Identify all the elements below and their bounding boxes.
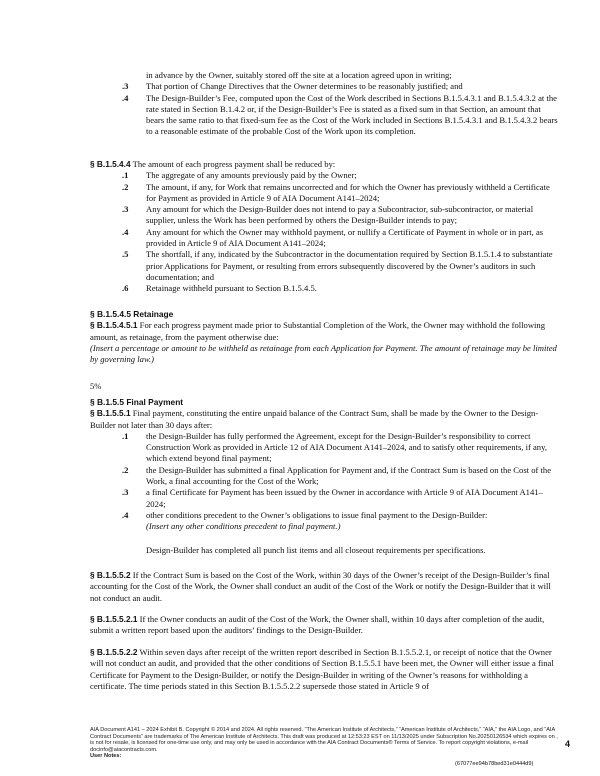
list-item-text: other conditions precedent to the Owner’s obligations to issue final payment to the Design-Builder: xyxy=(146,509,488,520)
list-item xyxy=(90,93,560,138)
user-notes-label: User Notes: xyxy=(90,753,122,760)
list-item xyxy=(90,249,560,283)
section-paragraph xyxy=(90,408,560,431)
section-b1545-retainage xyxy=(90,309,560,393)
list-item-text: The shortfall, if any, indicated by the Subcontractor in the documentation required by Section B.1.5.1.4 to substantiate prior Applications for Payment, or resulting from errors subsequently discovered by the Owner’s auditors in such documentation; and xyxy=(146,249,553,282)
section-b1544 xyxy=(90,159,560,295)
list-item-text: Any amount for which the Owner may withhold payment, or nullify a Certificate of Payment in whole or in part, as provided in Article 9 of AIA Document A141–2024; xyxy=(146,226,544,249)
list-item-number: .3 xyxy=(122,487,129,498)
section-number: § B.1.5.4.5.1 xyxy=(90,320,138,331)
document-code: (67077ee94b78bed31e0444d9) xyxy=(455,761,534,767)
list-item xyxy=(90,170,560,181)
copyright-footer xyxy=(90,727,560,760)
list-item xyxy=(90,81,560,92)
instruction-text: (Insert any other conditions precedent to final payment.) xyxy=(146,521,341,532)
list-item xyxy=(90,487,560,510)
section-b1552 xyxy=(90,570,560,604)
list-item-text: That portion of Change Directives that the Owner determines to be reasonably justified; and xyxy=(146,81,463,92)
section-text: If the Owner conducts an audit of the Cost of the Work, the Owner shall, within 10 days after completion of the audit, submit a written report based upon the auditors’ findings to the Design-Builder. xyxy=(90,614,545,636)
list-item-number: .3 xyxy=(122,204,129,215)
list-item-text: the Design-Builder has submitted a final Application for Payment and, if the Contract Sum is based on the Cost of the Work, a final accounting for the Cost of the Work; xyxy=(146,464,552,487)
list-item-number: .6 xyxy=(122,283,129,294)
list-item xyxy=(90,182,560,205)
list-item xyxy=(90,204,560,227)
list-item-number: .1 xyxy=(122,170,129,181)
list-item-text: The Design-Builder’s Fee, computed upon the Cost of the Work described in Sections B.1.5.4.3.1 and B.1.5.4.3.2 at the rate stated in Section B.1.4.2 or, if the Design-Builder’s Fee is stated as a fixed sum in that Section, an amount that bears the same ratio to that fixed-sum fee as the Cost of the Work included in Sections B.1.5.4.3.1 and B.1.5.4.3.2 bears to a reasonable estimate of the probable Cost of the Work upon its completion. xyxy=(146,92,558,137)
section-number: § B.1.5.5.2.1 xyxy=(90,614,138,624)
list-item-number: .2 xyxy=(122,464,129,475)
page-number: 4 xyxy=(565,739,571,749)
section-b15522 xyxy=(90,647,560,692)
list-item-number: .5 xyxy=(122,249,129,260)
item-continuation-text: in advance by the Owner, suitably stored off the site at a location agreed upon in writing; xyxy=(146,70,452,80)
retainage-value: 5% xyxy=(90,381,102,392)
list-item xyxy=(90,510,560,521)
section-b15521 xyxy=(90,614,560,637)
list-item-text: a final Certificate for Payment has been issued by the Owner in accordance with Article 9 of AIA Document A141–2024; xyxy=(146,487,543,509)
list-item xyxy=(90,227,560,250)
instruction-text: (Insert a percentage or amount to be withheld as retainage from each Application for Payment. The amount of retainage may be limited by governing law.) xyxy=(90,342,557,365)
section-paragraph xyxy=(90,320,560,343)
list-item-number: .4 xyxy=(122,226,129,237)
reduction-items-list xyxy=(90,170,560,294)
section-heading: § B.1.5.5 Final Payment xyxy=(90,397,184,407)
section-number: § B.1.5.5.2 xyxy=(90,570,131,580)
list-item xyxy=(90,465,560,488)
list-item-number: .3 xyxy=(122,81,129,92)
list-item-number: .1 xyxy=(122,430,129,441)
section-paragraph xyxy=(90,159,560,170)
section-text: If the Contract Sum is based on the Cost of the Work, within 30 days of the Owner’s receipt of the Design-Builder’s final accounting for the Cost of the Work, the Owner shall conduct an audit of the Cost of the Work or notify the Design-Builder that it will not conduct an audit. xyxy=(90,570,551,603)
list-item-text: The amount, if any, for Work that remains uncorrected and for which the Owner has previously withheld a Certificate for Payment as provided in Article 9 of AIA Document A141–2024; xyxy=(146,181,550,203)
payment-items-continued xyxy=(90,70,560,138)
section-text: Within seven days after receipt of the written report described in Section B.1.5.5.2.1, or receipt of notice that the Owner will not conduct an audit, and provided that the other conditions of Section B.1.5.5.1 have been met, the Owner will either issue a final Certificate for Payment to the Design-Builder, or notify the Design-Builder in writing of the Owner’s reasons for withholding a certificate. The time periods stated in this Section B.1.5.5.2.2 supersede those stated in Article 9 of xyxy=(90,647,554,691)
section-number: § B.1.5.5.1 xyxy=(90,408,131,419)
list-item-number: .2 xyxy=(122,181,129,192)
section-b155-final-payment xyxy=(90,397,560,556)
list-item-text: Retainage withheld pursuant to Section B.1.5.4.5. xyxy=(146,283,317,294)
footer-text: AIA Document A141 – 2024 Exhibit B. Copyright © 2014 and 2024. All rights reserved. “The American Institute of Architects,” “American Institute of Architects,” “AIA,” the AIA Logo, and “AIA Contract Documents” are trademarks of The American Institute of Architects. This draft was produced at 12:53:23 EST on 11/13/2025 under Subscription No.20250126534 which expires on , is not for resale, is licensed for one-time use only, and may only be used in accordance with the AIA Contract Documents® Terms of Service. To report copyright violations, e-mail docinfo@aiacontracts.com. xyxy=(90,727,558,753)
list-item-text: the Design-Builder has fully performed the Agreement, except for the Design-Builder’s responsibility to correct Construction Work as provided in Article 12 of AIA Document A141–2024, and to satisfy other requirements, if any, which extend beyond final payment; xyxy=(146,430,547,464)
section-heading: § B.1.5.4.5 Retainage xyxy=(90,309,174,319)
final-payment-conditions-list xyxy=(90,431,560,521)
section-text: The amount of each progress payment shall be reduced by: xyxy=(130,159,336,169)
list-item-text: The aggregate of any amounts previously paid by the Owner; xyxy=(146,170,357,181)
list-item-number: .4 xyxy=(122,92,129,103)
section-text: Final payment, constituting the entire unpaid balance of the Contract Sum, shall be made by the Owner to the Design-Builder not later than 30 days after: xyxy=(90,408,539,430)
section-number: § B.1.5.5.2.2 xyxy=(90,647,138,657)
list-item-number: .4 xyxy=(122,509,129,520)
list-item-text: Any amount for which the Design-Builder does not intend to pay a Subcontractor, sub-subcontractor, or material supplier, unless the Work has been performed by others the Design-Builder intends to pay; xyxy=(146,204,534,226)
list-item xyxy=(90,431,560,465)
conditions-value: Design-Builder has completed all punch list items and all closeout requirements per specifications. xyxy=(146,544,486,555)
list-item xyxy=(90,283,560,294)
section-number: § B.1.5.4.4 xyxy=(90,159,131,169)
section-text: For each progress payment made prior to Substantial Completion of the Work, the Owner may withhold the following amount, as retainage, from the payment otherwise due: xyxy=(90,320,546,342)
